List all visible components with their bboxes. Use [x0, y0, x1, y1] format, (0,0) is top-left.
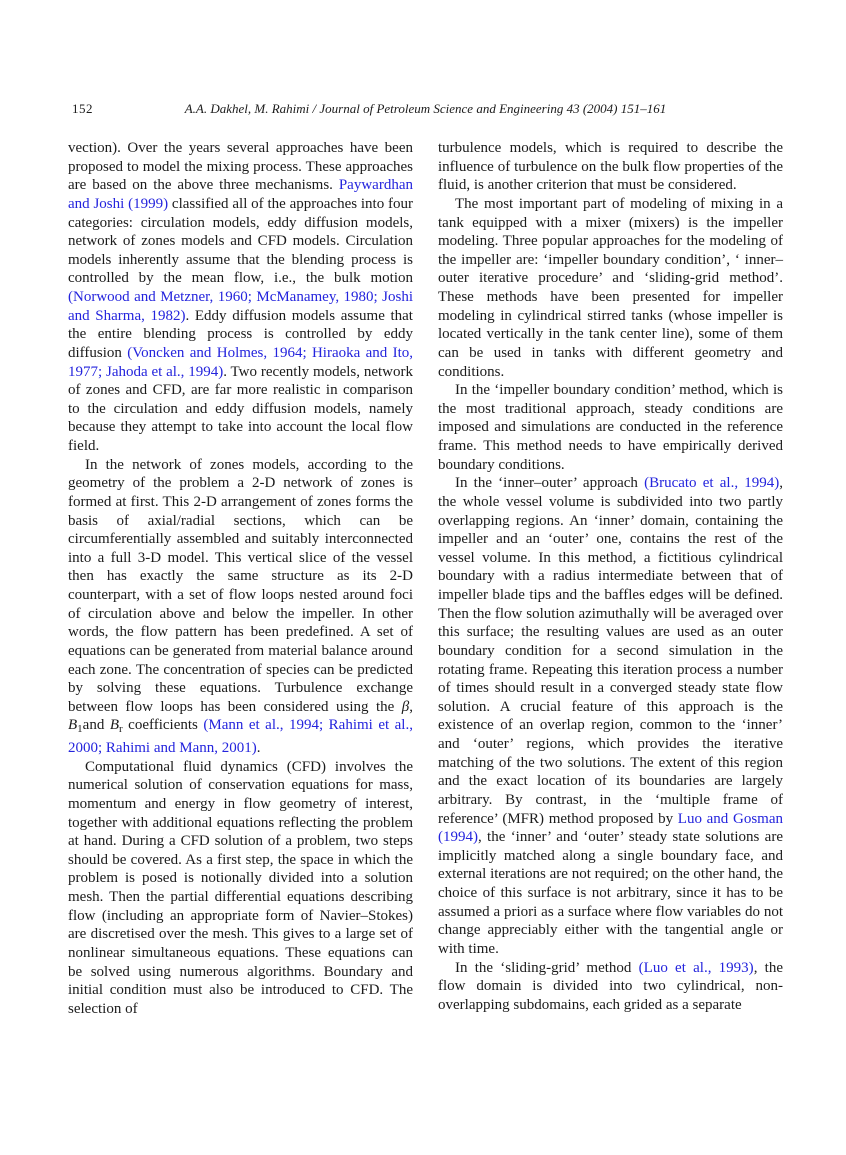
- text-run: coefficients: [122, 717, 204, 734]
- paragraph: [438, 959, 783, 1015]
- text-run: β: [401, 698, 410, 715]
- column-left: [68, 139, 413, 1018]
- paragraph: [68, 139, 413, 456]
- paragraph: [438, 381, 783, 474]
- text-run: , the ‘inner’ and ‘outer’ steady state solutions are implicitly matched along a single boundary face, and external iterations are not required; on the other hand, the choice of this surface is not arbitrary, since it has to be assumed a priori as a surface where flow variables do not change appreciably either with the tangential angle or with time.: [438, 829, 783, 957]
- citation-link[interactable]: (Mann et al., 1994; Rahimi et al., 2000; Rahimi and Mann, 2001): [68, 717, 413, 756]
- paragraph: [438, 139, 783, 195]
- page-header: [68, 101, 783, 121]
- text-run: . Eddy diffusion models assume that the entire blending process is controlled by eddy diffusion: [68, 307, 413, 361]
- paragraph: [68, 758, 413, 1019]
- citation-link[interactable]: (Brucato et al., 1994): [644, 475, 780, 492]
- text-run: In the ‘impeller boundary condition’ method, which is the most traditional approach, steady conditions are imposed and simulations are conducted in the reference frame. This method needs to have empirically derived boundary conditions.: [438, 382, 783, 473]
- text-run: .: [256, 740, 261, 756]
- body-text: [68, 139, 783, 1018]
- text-run: vection). Over the years several approaches have been proposed to model the mixing process. These approaches are based on the above three mechanisms.: [68, 140, 413, 194]
- text-run: , the whole vessel volume is subdivided into two partly overlapping regions. An ‘inner’ domain, containing the impeller and an ‘outer’ one, contains the rest of the vessel volume. In this method, a fictitious cylindrical boundary with a radius intermediate between that of impeller blade tips and the baffles edges will be defined. Then the flow solution azimuthally will be averaged over this surface; the resulting values are used as an outer boundary condition for a second simulation in the rotating frame. Repeating this iteration process a number of times should result in a converged steady state flow solution. A crucial feature of this approach is the existence of an overlap region, common to the ‘inner’ and ‘outer’ regions, which provides the iterative matching of the two solutions. The extent of this region and the exact location of its boundaries are largely arbitrary. By contrast, in the ‘multiple frame of reference’ (MFR) method proposed by: [438, 475, 783, 827]
- text-run: . Two recently models, network of zones and CFD, are far more realistic in comparison to the circulation and eddy diffusion models, namely because they attempt to take into account the local flow field.: [68, 363, 413, 454]
- text-run: In the ‘sliding-grid’ method: [455, 959, 639, 976]
- text-run: and: [82, 717, 110, 734]
- page-number: 152: [72, 101, 93, 116]
- citation-link[interactable]: (Voncken and Holmes, 1964; Hiraoka and Ito, 1977; Jahoda et al., 1994): [68, 344, 413, 380]
- text-run: B: [109, 717, 119, 734]
- text-run: In the ‘inner–outer’ approach: [455, 475, 645, 492]
- text-run: classified all of the approaches into four categories: circulation models, eddy diffusion models, network of zones models and CFD models. Circulation models inherently assume that the blending process is controlled by the mean flow, i.e., the bulk motion: [68, 195, 413, 287]
- text-run: B: [68, 717, 78, 734]
- text-run: Computational fluid dynamics (CFD) involves the numerical solution of conservation equations for mass, momentum and energy in flow geometry of interest, together with additional equations reflecting the problem at hand. During a CFD solution of a problem, two steps should be covered. As a first step, the space in which the problem is posed is notionally divided into a solution mesh. Then the partial differential equations describing flow (including an appropriate form of Navier–Stokes) are discretised over the mesh. This gives to a large set of nonlinear simultaneous equations. These equations can be solved using numerous algorithms. Boundary and initial condition must also be introduced to CFD. The selection of: [68, 758, 413, 1017]
- paragraph: [438, 474, 783, 958]
- citation-link[interactable]: (Luo et al., 1993): [638, 959, 754, 976]
- text-run: r: [119, 723, 123, 736]
- paragraph: [68, 456, 413, 758]
- citation-link[interactable]: Luo and Gosman (1994): [438, 810, 783, 846]
- text-run: The most important part of modeling of mixing in a tank equipped with a mixer (mixers) is the impeller modeling. Three popular approaches for the modeling of the impeller are: ‘impeller boundary condition’, ‘ inner–outer iterative procedure’ and ‘sliding-grid method’. These methods have been presented for impeller modeling in cylindrical stirred tanks (whose impeller is located vertically in the tank center line), some of them can be used in tanks with different geometry and conditions.: [438, 195, 783, 380]
- citation-link[interactable]: (Norwood and Metzner, 1960; McManamey, 1980; Joshi and Sharma, 1982): [68, 289, 413, 324]
- column-right: [438, 139, 783, 1018]
- text-run: 1: [77, 723, 83, 736]
- running-head: A.A. Dakhel, M. Rahimi / Journal of Petroleum Science and Engineering 43 (2004) 151–161: [184, 101, 667, 116]
- text-run: ,: [409, 698, 413, 715]
- citation-link[interactable]: Paywardhan and Joshi (1999): [68, 177, 413, 212]
- paragraph: [438, 195, 783, 381]
- text-run: turbulence models, which is required to describe the influence of turbulence on the bulk flow properties of the fluid, is another criterion that must be considered.: [438, 140, 783, 194]
- text-run: In the network of zones models, according to the geometry of the problem a 2-D network of zones is formed at first. This 2-D arrangement of zones forms the basis of axial/radial sections, which can be circumferentially assembled and suitably interconnected into a full 3-D model. This vertical slice of the vessel then has exactly the same structure as its 2-D counterpart, with a set of flow loops nested around foci of circulation above and below the impeller. In other words, the flow pattern has been predefined. A set of equations can be generated from material balance around each zone. The concentration of species can be predicted by solving these equations. Turbulence exchange between flow loops has been considered using the: [68, 456, 413, 715]
- text-run: , the flow domain is divided into two cylindrical, non-overlapping subdomains, each grided as a separate: [438, 959, 784, 1013]
